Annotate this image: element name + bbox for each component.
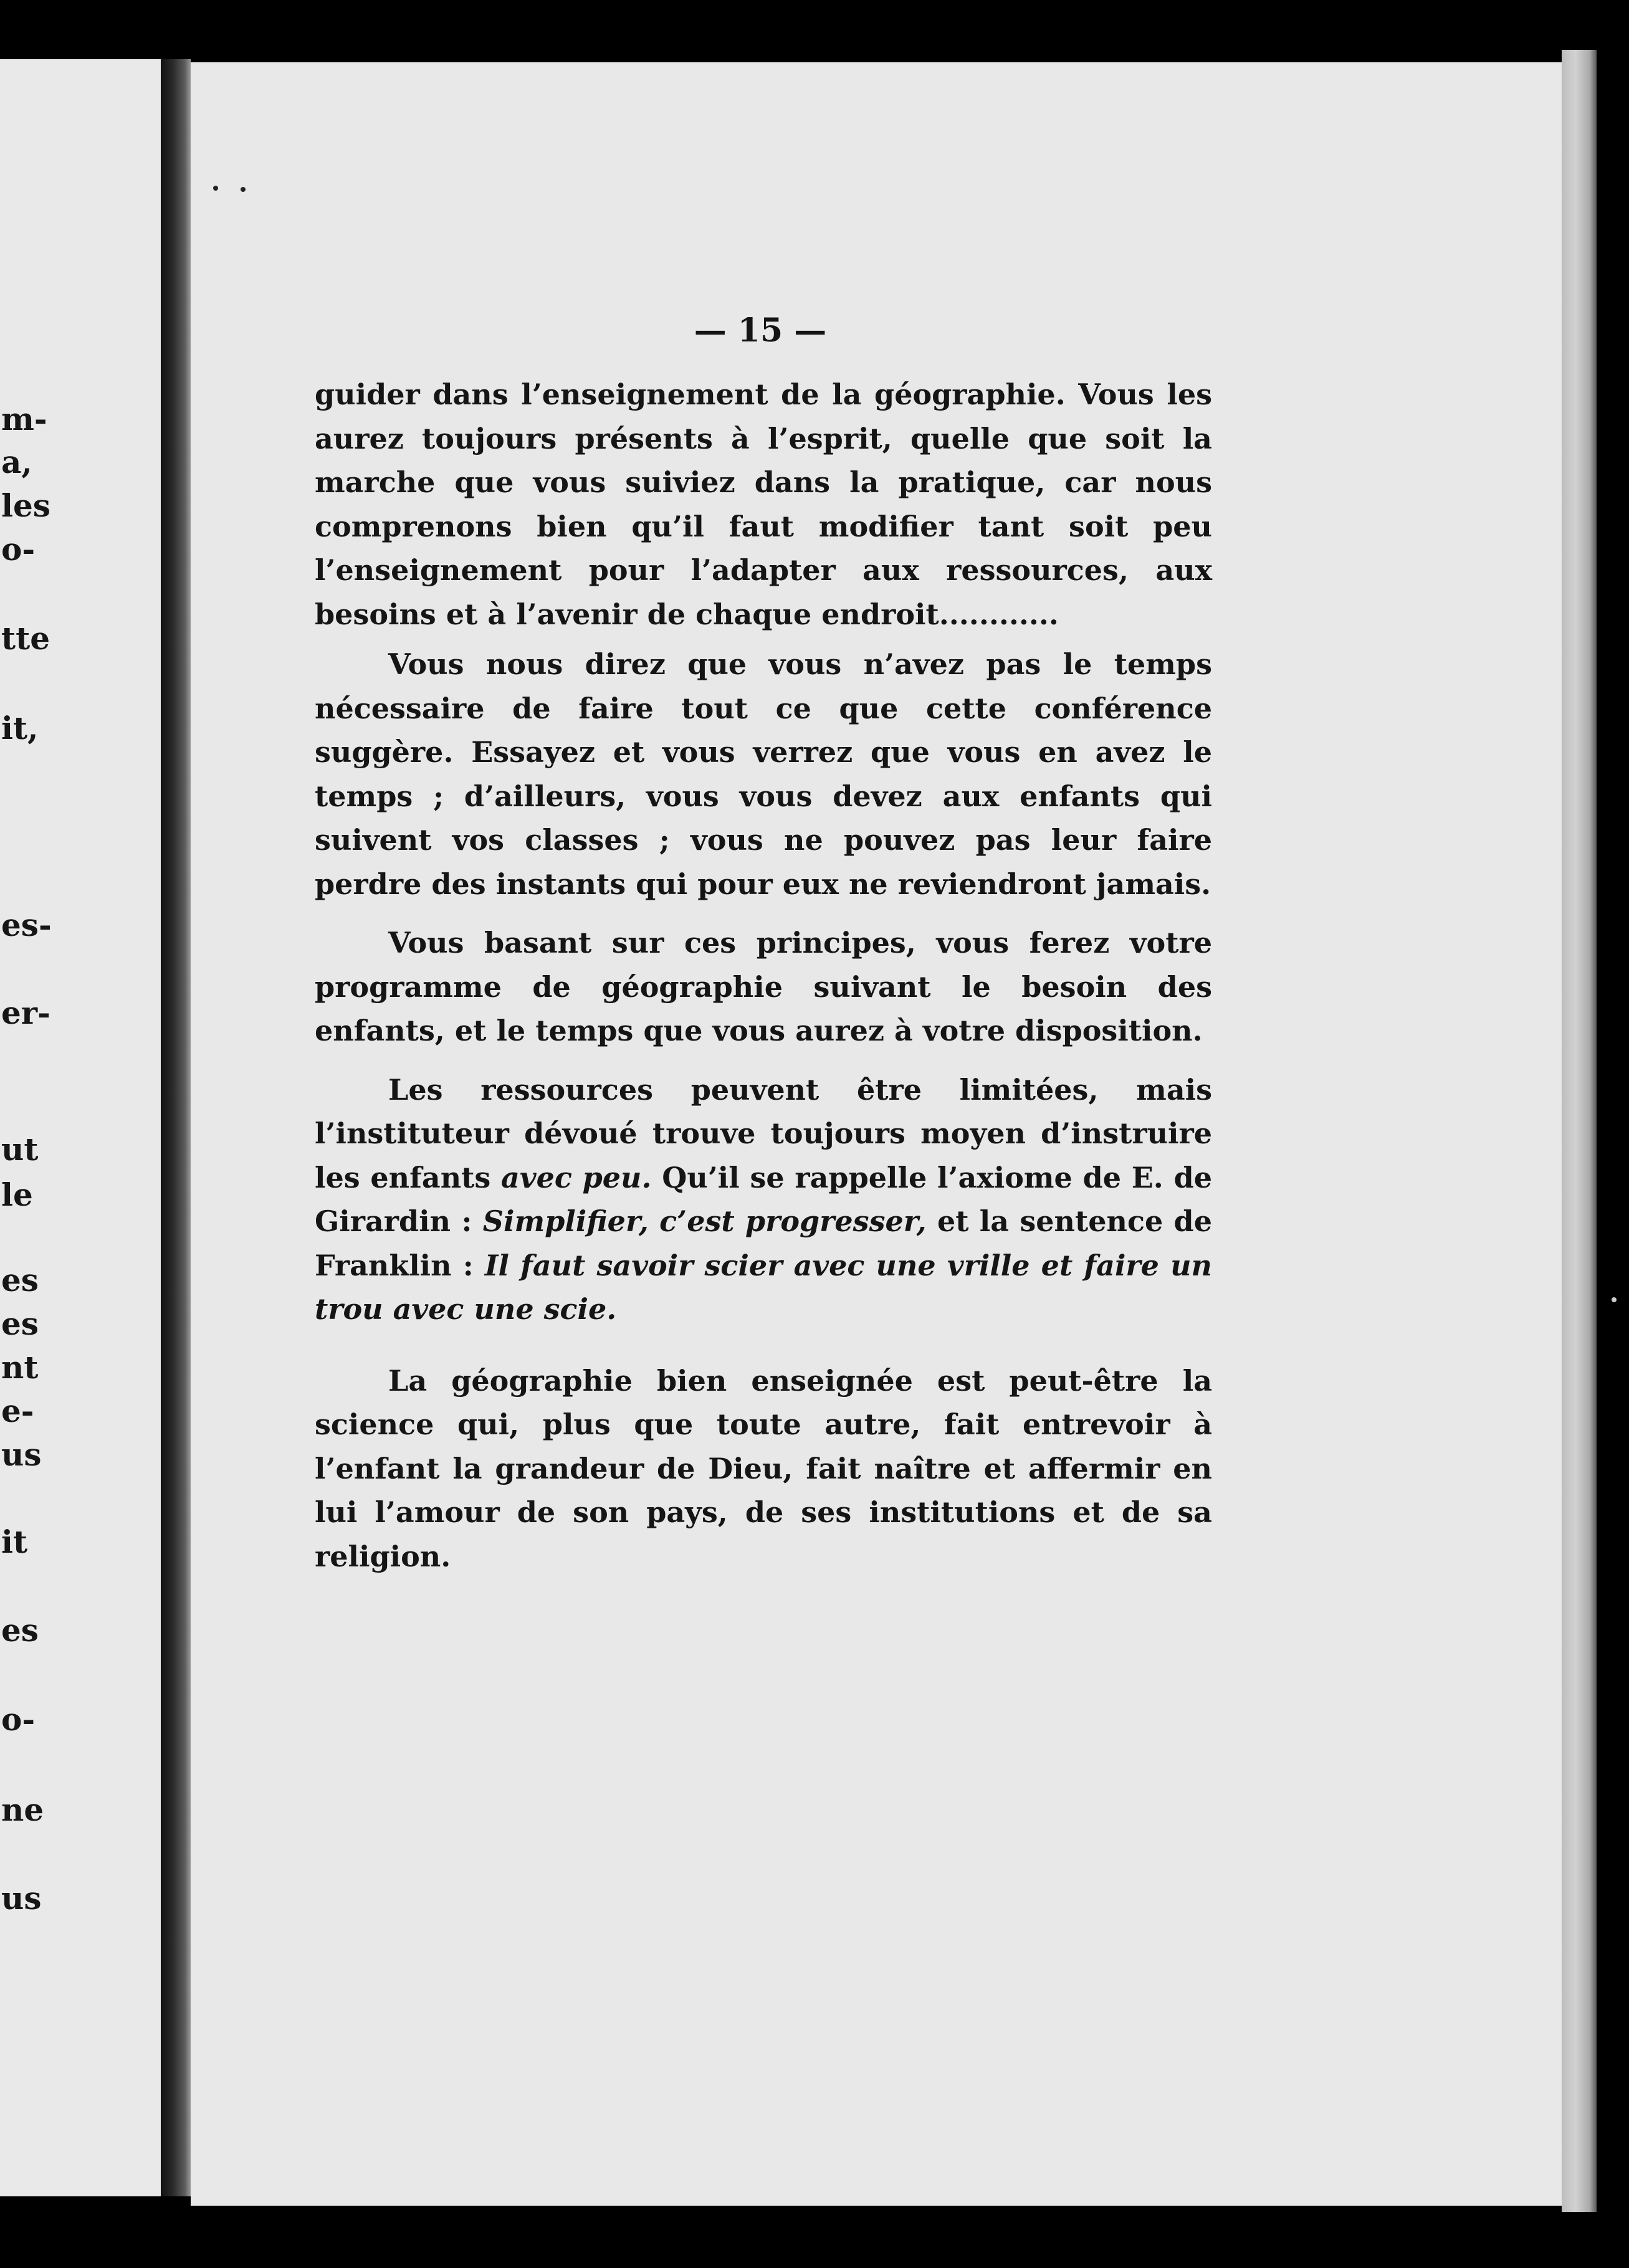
left-page-fragment: es: [1, 1262, 39, 1298]
left-page-fragment: les: [1, 487, 50, 524]
paragraph-4-text: Qu’il se rappelle l’axiome de E. de Girardin :: [315, 1160, 1213, 1238]
left-page-fragment: es-: [1, 907, 52, 943]
left-page-fragment: o-: [1, 531, 36, 568]
italic-phrase: avec peu.: [501, 1160, 652, 1194]
paragraph-5: La géographie bien enseignée est peut-être la science qui, plus que toute autre, fait entrevoir à l’enfant la grandeur de Dieu, fait naître et affermir en lui l’amour de son pays, de ses institutions et de sa religion.: [315, 1363, 1212, 1573]
print-speck: [241, 187, 246, 192]
paragraph-2: Vous nous direz que vous n’avez pas le temps nécessaire de faire tout ce que cette conférence suggère. Essayez et vous verrez que vous en avez le temps ; d’ailleurs, vous vous devez aux enfants qui suivent vos classes ; vous ne pouvez pas leur faire perdre des instants qui pour eux ne reviendront jamais.: [315, 647, 1212, 901]
left-page-fragment: e-: [1, 1393, 34, 1429]
left-page-fragment: ne: [1, 1791, 44, 1828]
page-right-edge: [1562, 50, 1597, 2212]
left-page-fragment: er-: [1, 994, 50, 1031]
left-page-fragment: le: [1, 1176, 33, 1213]
print-speck: [1612, 1297, 1617, 1302]
paragraph-4: [315, 1068, 1212, 1332]
left-page-fragment: us: [1, 1436, 42, 1473]
left-page-fragment: a,: [1, 444, 32, 480]
left-page-fragment: it: [1, 1523, 28, 1560]
left-page-fragment: nt: [1, 1349, 39, 1386]
previous-page-edge: [0, 59, 161, 2196]
body-text: [315, 373, 1212, 1578]
print-speck: [213, 186, 218, 191]
left-page-fragment: es: [1, 1305, 39, 1342]
paragraph-4-text: et la sentence de Franklin :: [315, 1204, 1212, 1282]
left-page-fragment: o-: [1, 1701, 36, 1738]
book-gutter: [161, 59, 191, 2196]
page-number: — 15 —: [694, 312, 827, 350]
paragraph-4-text: Les ressources peuvent être limitées, mais l’instituteur dévoué trouve toujours moyen d’instruire les enfants: [315, 1072, 1212, 1194]
paragraph-1: guider dans l’enseignement de la géographie. Vous les aurez toujours présents à l’esprit, quelle que soit la marche que vous suiviez dans la pratique, car nous comprenons bien qu’il faut modifier tant soit peu l’enseignement pour l’adapter aux ressources, aux besoins et à l’avenir de chaque endroit............: [315, 378, 1212, 631]
left-page-fragment: es: [1, 1612, 39, 1649]
left-page-fragment: us: [1, 1880, 42, 1917]
left-page-fragment: it,: [1, 710, 39, 746]
paragraph-3: Vous basant sur ces principes, vous ferez votre programme de géographie suivant le besoin des enfants, et le temps que vous aurez à votre disposition.: [315, 926, 1212, 1047]
franklin-sentence: Il faut savoir scier avec une vrille et faire un trou avec une scie.: [315, 1248, 1212, 1326]
girardin-axiom: Simplifier, c’est progresser,: [482, 1204, 927, 1238]
left-page-fragment: ut: [1, 1131, 39, 1168]
left-page-fragment: tte: [1, 620, 50, 657]
left-page-fragment: m-: [1, 401, 47, 437]
